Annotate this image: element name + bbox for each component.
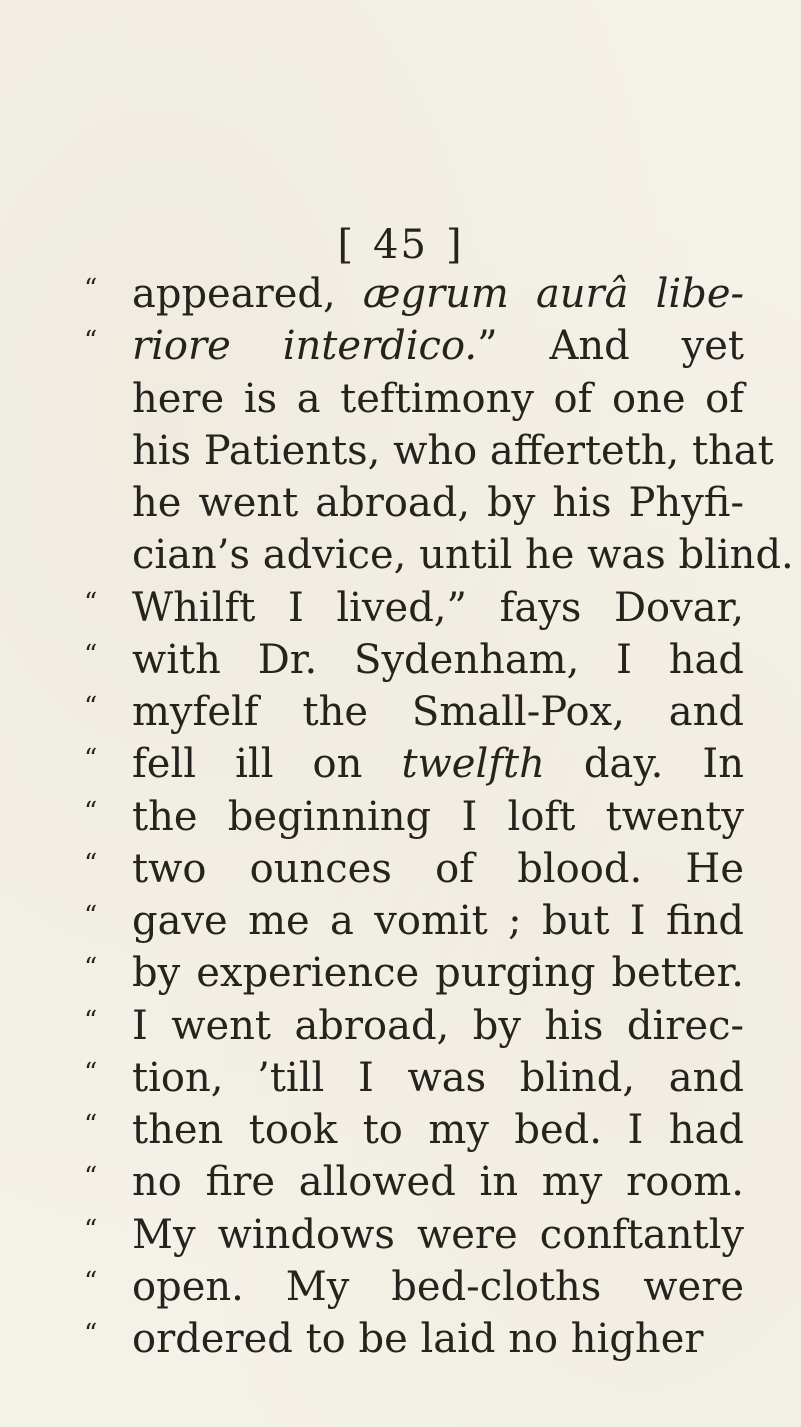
text-line <box>84 791 744 843</box>
text-line <box>84 477 744 529</box>
text-line <box>84 1261 744 1313</box>
text-run: cian’s advice, until he was blind. <box>132 532 794 579</box>
line-text <box>132 1104 744 1156</box>
text-line <box>84 634 744 686</box>
text-line <box>84 268 744 320</box>
text-run: ” And yet <box>477 323 744 370</box>
text-run: ordered to be laid no higher <box>132 1316 704 1362</box>
text-run: then took to my bed. I had <box>132 1107 744 1153</box>
quote-mark: “ <box>84 848 97 879</box>
text-run: his Patients, who afferteth, that <box>132 427 774 474</box>
line-text <box>132 268 744 320</box>
text-run: myfelf the Small-Pox, and <box>132 689 744 735</box>
text-run: he went abroad, by his Phyfi- <box>132 480 744 526</box>
header-close-bracket: ] <box>445 222 464 268</box>
text-line <box>84 1104 744 1156</box>
quote-mark: “ <box>84 901 97 931</box>
quote-mark: “ <box>84 1162 97 1193</box>
quote-mark: “ <box>84 1110 97 1140</box>
quote-mark: “ <box>84 1319 97 1349</box>
line-text <box>132 1052 744 1104</box>
header-open-bracket: [ <box>337 222 356 268</box>
line-text <box>132 582 744 634</box>
text-line <box>84 686 744 738</box>
body-text <box>84 268 794 1365</box>
text-line <box>84 529 794 581</box>
quote-mark: “ <box>84 274 97 304</box>
quote-mark: “ <box>84 744 97 775</box>
text-line <box>84 1052 744 1104</box>
text-line <box>84 738 744 790</box>
line-text <box>132 947 744 999</box>
italic-text: twelfth <box>401 741 545 788</box>
text-line <box>84 1313 744 1365</box>
line-text <box>132 1000 744 1052</box>
text-line <box>84 1000 744 1052</box>
text-line <box>84 1209 744 1261</box>
line-text <box>132 1209 744 1261</box>
line-text <box>132 529 794 581</box>
line-text <box>132 791 744 843</box>
text-line <box>84 947 744 999</box>
text-line <box>84 425 774 477</box>
line-text <box>132 425 774 477</box>
line-text <box>132 1261 744 1313</box>
text-run: tion, ’till I was blind, and <box>132 1054 744 1101</box>
italic-text: riore interdico. <box>132 323 478 370</box>
text-line <box>84 895 744 947</box>
text-run: with Dr. Sydenham, I had <box>132 636 744 683</box>
text-run: My windows were conftantly <box>132 1211 744 1258</box>
quote-mark: “ <box>84 639 97 670</box>
line-text <box>132 1313 744 1365</box>
quote-mark: “ <box>84 1266 97 1297</box>
line-text <box>132 738 744 790</box>
quote-mark: “ <box>84 1214 97 1245</box>
text-run: two ounces of blood. He <box>132 845 744 892</box>
line-text <box>132 373 744 425</box>
text-run: Whilft I lived,” fays Dovar, <box>132 584 744 631</box>
text-line <box>84 843 744 895</box>
text-run: here is a teftimony of one of <box>132 375 744 422</box>
quote-mark: “ <box>84 326 97 357</box>
line-text <box>132 477 744 529</box>
text-line <box>84 373 744 425</box>
text-run: open. My bed-cloths were <box>132 1263 744 1310</box>
text-run: I went abroad, by his direc- <box>132 1002 744 1049</box>
text-run: day. In <box>544 741 744 788</box>
quote-mark: “ <box>84 1057 97 1088</box>
line-text <box>132 1156 744 1208</box>
text-run: by experience purging better. <box>132 950 744 997</box>
quote-mark: “ <box>84 796 97 827</box>
line-text <box>132 320 744 372</box>
text-line <box>84 582 744 634</box>
line-text <box>132 843 744 895</box>
quote-mark: “ <box>84 692 97 722</box>
text-line <box>84 320 744 372</box>
quote-mark: “ <box>84 1005 97 1036</box>
text-run: appeared, <box>132 271 363 317</box>
text-run: gave me a vomit ; but I find <box>132 898 744 944</box>
italic-text: ægrum aurâ libe- <box>362 271 745 317</box>
line-text <box>132 686 744 738</box>
quote-mark: “ <box>84 953 97 984</box>
page-number-header <box>0 220 801 270</box>
text-run: no fire allowed in my room. <box>132 1159 744 1206</box>
text-run: fell ill on <box>132 741 402 788</box>
line-text <box>132 634 744 686</box>
line-text <box>132 895 744 947</box>
text-line <box>84 1156 744 1208</box>
page-number: 45 <box>373 222 428 268</box>
quote-mark: “ <box>84 587 97 618</box>
text-run: the beginning I loft twenty <box>132 793 744 840</box>
